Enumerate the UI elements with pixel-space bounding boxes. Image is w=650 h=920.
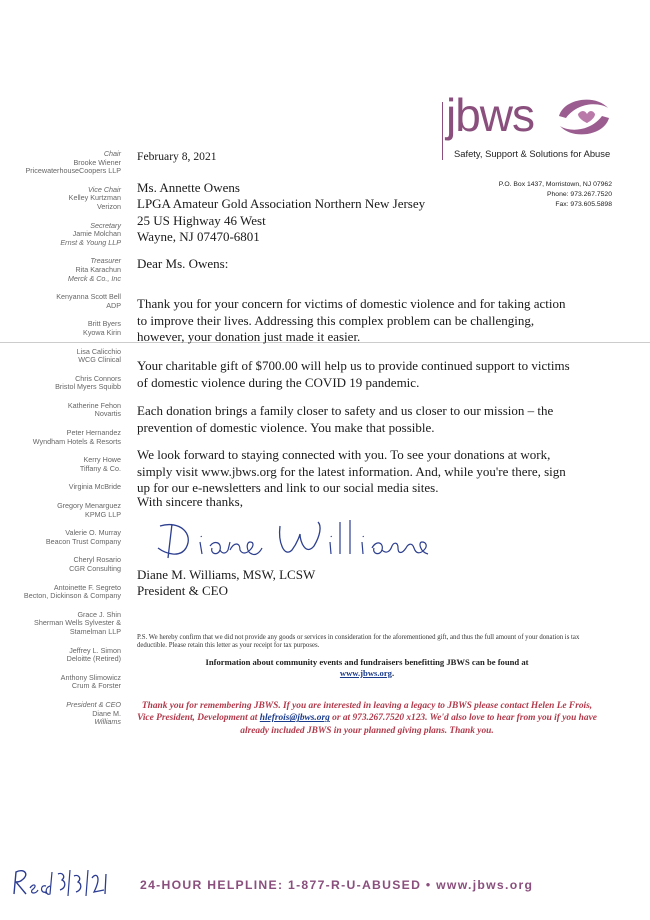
letter-date: February 8, 2021 <box>137 150 217 163</box>
board-member-name: Lisa Calicchio <box>76 346 121 356</box>
postscript-tax-note: P.S. We hereby confirm that we did not provide any goods or services in consideration for the aforementioned gift, and thus the full amount of your donation is tax deductible. Please retain this letter as your receipt for tax purposes. <box>137 633 580 650</box>
recipient-line: Wayne, NJ 07470-6801 <box>137 229 260 245</box>
board-member-name: Britt Byers <box>87 319 121 329</box>
board-member-name: Anthony Slimowicz <box>60 672 121 682</box>
email-link[interactable]: hlefrois@jbws.org <box>259 713 330 724</box>
board-member <box>0 456 121 473</box>
board-member-name: Rita Karachun <box>75 264 121 274</box>
board-member-name: Valerie O. Murray <box>65 528 121 538</box>
board-member <box>0 502 121 519</box>
board-member-name: Katherine Fehon <box>67 400 121 410</box>
salutation: Dear Ms. Owens: <box>137 256 229 271</box>
board-member-affiliation: Crum & Forster <box>71 681 121 691</box>
board-member <box>0 402 121 419</box>
signer-name: Diane M. Williams, MSW, LCSW <box>137 567 316 582</box>
board-member-role: Treasurer <box>90 256 121 266</box>
phone-number: Phone: 973.267.7520 <box>546 191 612 198</box>
closing: With sincere thanks, <box>137 494 243 509</box>
board-member <box>0 257 121 283</box>
letterhead-address <box>499 180 612 210</box>
board-member <box>0 529 121 546</box>
board-member-role: Chair <box>103 149 121 158</box>
paragraph-mission: Each donation brings a family closer to safety and us closer to our mission – the prevention of domestic violence. You make that possible. <box>137 403 554 435</box>
board-member <box>0 348 121 365</box>
board-member-name: Gregory Menarguez <box>57 501 121 511</box>
community-events-text: Information about community events and fundraisers benefitting JBWS can be found at <box>205 657 529 667</box>
board-member <box>0 584 121 601</box>
board-member <box>0 186 121 212</box>
board-member-name: Peter Hernandez <box>66 428 121 438</box>
fax-number: Fax: 973.605.5898 <box>555 201 612 208</box>
board-member <box>0 674 121 691</box>
board-member-name: Grace J. Shin <box>77 609 121 619</box>
logo-tagline: Safety, Support & Solutions for Abuse <box>454 148 611 159</box>
board-member <box>0 611 121 637</box>
board-member-affiliation: Verizon <box>97 201 121 211</box>
jbws-logo <box>442 89 612 172</box>
legacy-text: Thank you for remembering JBWS. If you are interested in leaving a legacy to JBWS please contact Helen Le Frois, Vice President, Development at <box>137 701 593 724</box>
board-member-affiliation: CGR Consulting <box>69 564 121 573</box>
board-member-affiliation: Sherman Wells Sylvester & Stamelman LLP <box>34 618 121 636</box>
board-member-affiliation: Bristol Myers Squibb <box>55 382 121 392</box>
board-member <box>0 375 121 392</box>
board-member-affiliation: WCG Clinical <box>78 355 121 365</box>
board-member-affiliation: Beacon Trust Company <box>45 536 121 546</box>
board-member-affiliation: Becton, Dickinson & Company <box>23 591 121 601</box>
board-member <box>0 701 121 727</box>
board-member-affiliation: PricewaterhouseCoopers LLP <box>25 166 121 176</box>
board-member-name: Kelley Kurtzman <box>68 193 121 203</box>
hands-heart-icon <box>554 92 614 142</box>
board-member-name: Antoinette F. Segreto <box>53 582 121 592</box>
board-member-role: President & CEO <box>66 699 121 709</box>
board-member-affiliation: ADP <box>106 300 121 310</box>
legacy-text-end: or at 973.267.7520 x123. We'd also love to hear from you if you have already included JBWS in your planned giving plans. Thank you. <box>240 713 597 736</box>
board-member-name: Kenyanna Scott Bell <box>56 292 121 302</box>
community-events-note: Information about community events and fundraisers benefitting JBWS can be found at www.jbws.org. <box>137 657 597 679</box>
paragraph-connected: We look forward to staying connected with you. To see your donations at work, simply visit www.jbws.org for the latest information. And, while you're there, sign up for our e-newsletters and link to our social media sites. <box>137 447 566 495</box>
board-member-affiliation: Kyowa Kirin <box>83 327 121 337</box>
signer-block <box>137 567 315 600</box>
board-member-affiliation: Tiffany & Co. <box>79 463 121 473</box>
board-member <box>0 320 121 337</box>
board-member-affiliation: KPMG LLP <box>85 509 121 519</box>
board-member <box>0 647 121 664</box>
logo-rule <box>442 102 443 160</box>
paragraph-thanks: Thank you for your concern for victims of domestic violence and for taking action to improve their lives. Addressing this complex problem can be challenging, however, your donation just made it easier. <box>137 296 566 344</box>
board-member <box>0 150 121 176</box>
board-member-affiliation: Deloitte (Retired) <box>66 654 121 664</box>
board-member-affiliation: Wyndham Hotels & Resorts <box>32 436 121 446</box>
board-of-directors-list <box>0 150 121 737</box>
signer-title: President & CEO <box>137 583 228 599</box>
board-member-affiliation: Ernst & Young LLP <box>60 237 121 247</box>
board-member-name: Jeffrey L. Simon <box>69 645 121 655</box>
board-member-affiliation: Novartis <box>94 409 121 419</box>
mailing-address: P.O. Box 1437, Morristown, NJ 07962 <box>498 181 612 188</box>
helpline-footer: 24-HOUR HELPLINE: 1-877-R-U-ABUSED • www.jbws.org <box>140 878 534 892</box>
recipient-line: Ms. Annette Owens <box>137 180 240 195</box>
website-link[interactable]: www.jbws.org <box>339 668 392 678</box>
board-member-name: Jamie Molchan <box>72 229 121 239</box>
board-member-name: Kerry Howe <box>83 455 121 465</box>
board-member-name: Brooke Wiener <box>73 157 121 167</box>
handwritten-received-note <box>10 866 110 900</box>
logo-wordmark: jbws <box>446 89 535 141</box>
board-member-affiliation: Williams <box>94 717 121 727</box>
board-member-affiliation: Merck & Co., Inc <box>67 273 121 283</box>
legacy-giving-note <box>137 700 597 737</box>
board-member-name: Diane M. <box>92 708 121 718</box>
board-member <box>0 483 121 492</box>
board-member-name: Cheryl Rosario <box>73 555 121 565</box>
handwritten-signature <box>150 512 440 564</box>
board-member-name: Chris Connors <box>75 373 121 383</box>
board-member-role: Secretary <box>90 220 121 230</box>
recipient-line: 25 US Highway 46 West <box>137 212 266 228</box>
paragraph-gift: Your charitable gift of $700.00 will help us to provide continued support to victims of domestic violence during the COVID 19 pandemic. <box>137 358 570 390</box>
recipient-address <box>137 180 425 246</box>
board-member <box>0 556 121 573</box>
recipient-line: LPGA Amateur Gold Association Northern New Jersey <box>137 196 426 212</box>
board-member-name: Virginia McBride <box>68 482 121 492</box>
board-member <box>0 429 121 446</box>
board-member-role: Vice Chair <box>87 184 121 194</box>
board-member <box>0 222 121 248</box>
board-member <box>0 293 121 310</box>
